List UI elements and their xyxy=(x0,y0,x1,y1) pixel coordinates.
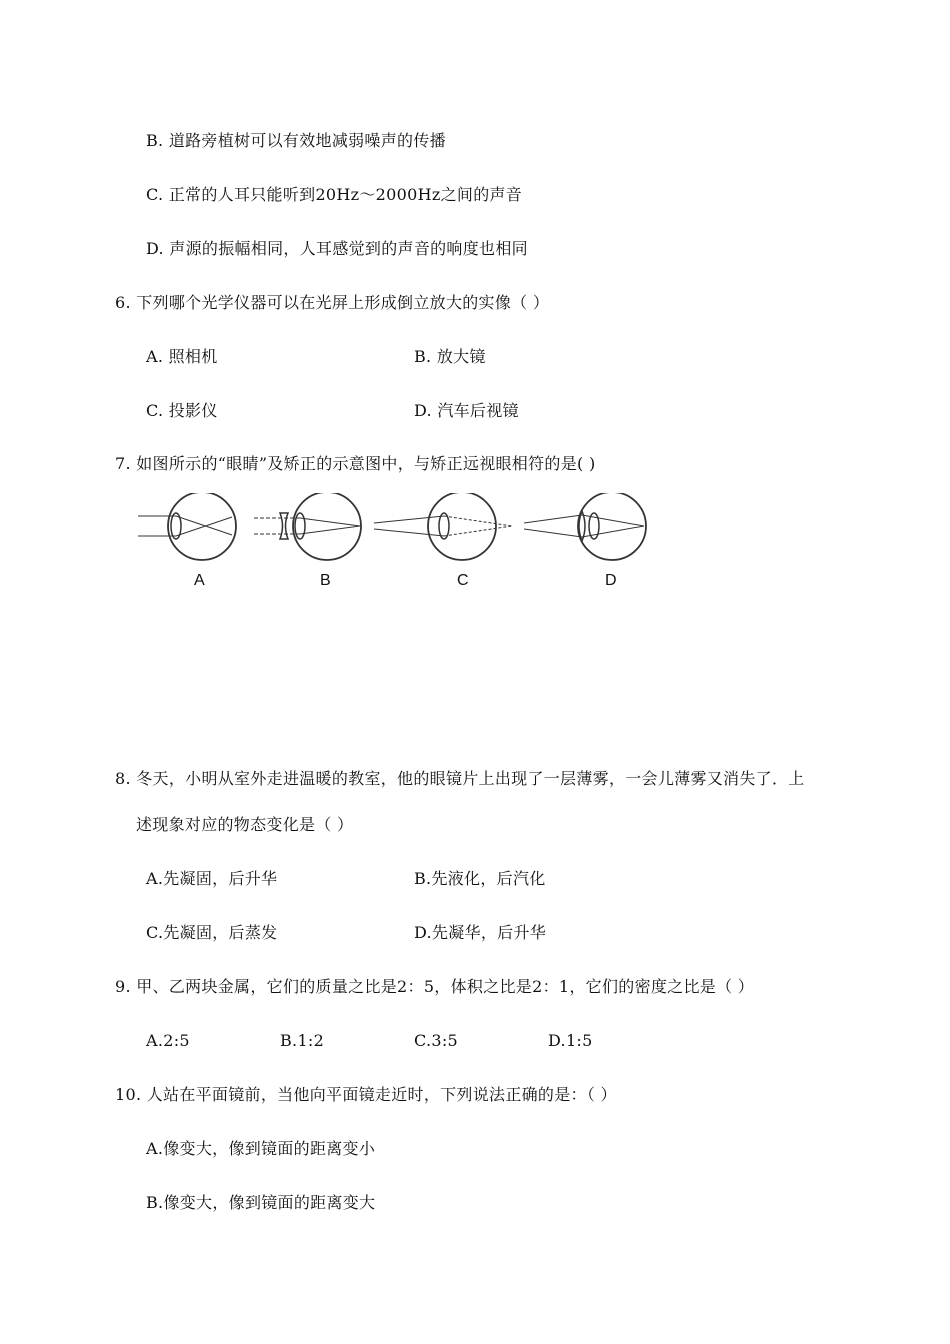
q5-option-c: C. 正常的人耳只能听到20Hz～2000Hz之间的声音 xyxy=(146,185,523,204)
q8-option-b: B.先液化，后汽化 xyxy=(414,869,546,888)
q8-option-c: C.先凝固，后蒸发 xyxy=(146,923,278,942)
q10-option-b: B.像变大，像到镜面的距离变大 xyxy=(146,1193,376,1212)
q6-option-b: B. 放大镜 xyxy=(414,347,486,366)
q9-stem: 9. 甲、乙两块金属，它们的质量之比是2：5，体积之比是2：1，它们的密度之比是（ ） xyxy=(115,977,755,996)
q9-option-d: D.1:5 xyxy=(548,1031,593,1050)
q8-stem-line2: 述现象对应的物态变化是（ ） xyxy=(136,815,354,834)
q9-option-c: C.3:5 xyxy=(414,1031,459,1050)
q6-option-d: D. 汽车后视镜 xyxy=(414,401,519,420)
q5-option-b: B. 道路旁植树可以有效地减弱噪声的传播 xyxy=(146,131,446,150)
q10-stem: 10. 人站在平面镜前，当他向平面镜走近时，下列说法正确的是：（ ） xyxy=(115,1085,617,1104)
q6-option-c: C. 投影仪 xyxy=(146,401,218,420)
q5-option-d: D. 声源的振幅相同，人耳感觉到的声音的响度也相同 xyxy=(146,239,528,258)
figure-label-c: C xyxy=(457,572,469,589)
eye-correction-figure xyxy=(132,493,662,595)
q9-option-b: B.1:2 xyxy=(280,1031,325,1050)
q6-option-a: A. 照相机 xyxy=(146,347,218,366)
q8-stem-line1: 8. 冬天，小明从室外走进温暖的教室，他的眼镜片上出现了一层薄雾，一会儿薄雾又消失了．上 xyxy=(115,769,805,788)
q6-stem: 6. 下列哪个光学仪器可以在光屏上形成倒立放大的实像（ ） xyxy=(115,293,550,312)
q10-option-a: A.像变大，像到镜面的距离变小 xyxy=(146,1139,376,1158)
figure-label-a: A xyxy=(194,572,205,589)
q9-option-a: A.2:5 xyxy=(146,1031,190,1050)
q7-stem: 7. 如图所示的“眼睛”及矫正的示意图中，与矫正远视眼相符的是( ) xyxy=(115,454,596,473)
figure-label-d: D xyxy=(605,572,617,589)
eye-diagram-c xyxy=(374,493,512,560)
eye-diagram-b xyxy=(254,493,361,560)
figure-label-b: B xyxy=(320,572,331,589)
q8-option-a: A.先凝固，后升华 xyxy=(146,869,278,888)
eye-diagram-a xyxy=(138,493,236,560)
eye-diagram-d xyxy=(524,493,646,560)
q8-option-d: D.先凝华，后升华 xyxy=(414,923,547,942)
